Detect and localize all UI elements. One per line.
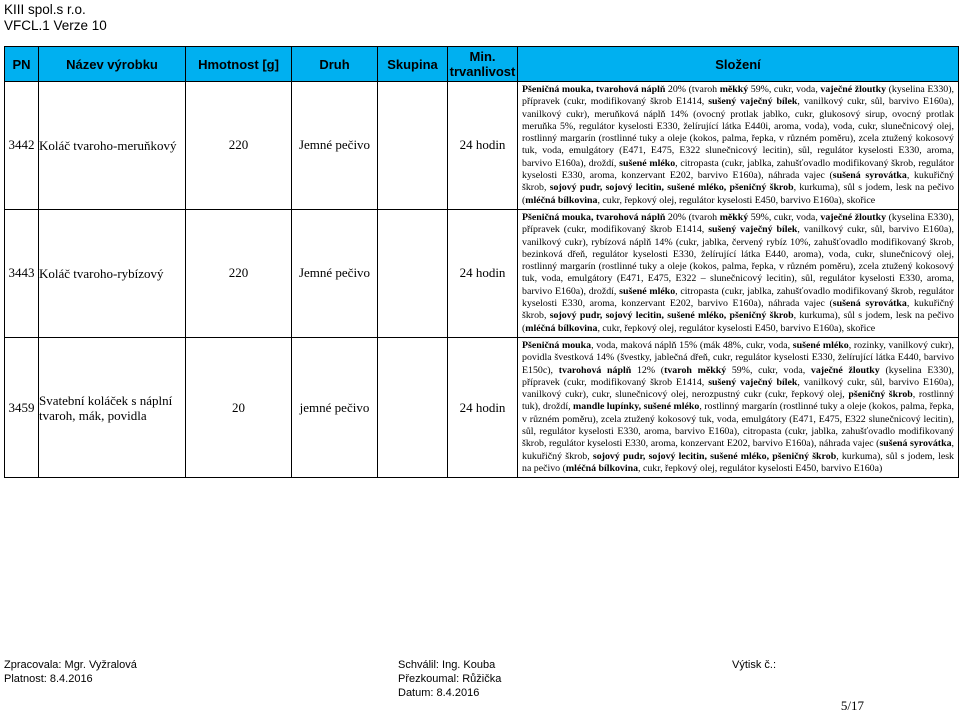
composition-text: , kukuřičný škrob,	[522, 170, 954, 194]
cell-weight: 220	[186, 209, 292, 337]
composition-allergen: sojový pudr, sojový lecitin, sušené mléko, pšeničný škrob	[549, 310, 794, 322]
cell-type: Jemné pečivo	[292, 209, 378, 337]
composition-allergen: tvarohová náplň	[558, 364, 632, 376]
composition-text: 20% (tvaroh	[665, 84, 720, 95]
composition-text: , citropasta (cukr, jablka, zahušťovadlo modifikovaný škrob, regulátor kyselosti E330, aroma, konzervant E202, barvivo E160a), náhrada vajec (	[522, 285, 954, 310]
composition-text: , cukr, řepkový olej, regulátor kyselosti E450, barvivo E160a), skořice	[597, 322, 876, 334]
col-header-type: Druh	[292, 47, 378, 82]
composition-text: , kurkuma), sůl s jodem, lesk na pečivo (	[522, 450, 954, 474]
col-header-name: Název výrobku	[39, 47, 186, 82]
composition-allergen: Pšeničná mouka, tvarohová náplň	[522, 84, 666, 95]
valid-from: Platnost: 8.4.2016	[4, 673, 93, 685]
copy-number: Výtisk č.:	[732, 659, 777, 671]
cell-pn: 3443	[5, 209, 39, 337]
footer-right	[732, 658, 776, 672]
composition-allergen: sušený vaječný bílek	[708, 96, 798, 108]
footer-left	[4, 658, 137, 686]
cell-group	[378, 337, 448, 477]
composition-allergen: měkký	[719, 84, 749, 95]
approved-by: Schválil: Ing. Kouba	[398, 659, 496, 671]
composition-allergen: sušené mléko	[619, 285, 676, 297]
col-header-weight: Hmotnost [g]	[186, 47, 292, 82]
composition-text: 20% (tvaroh	[665, 211, 720, 223]
composition-text: , kukuřičný škrob,	[522, 298, 954, 322]
reviewed-by: Přezkoumal: Růžička	[398, 673, 502, 685]
table-row	[5, 82, 959, 210]
composition-allergen: sušená syrovátka	[832, 298, 907, 310]
composition-allergen: mléčná bílkovina	[565, 462, 639, 474]
composition-text: , rostlinný tuk), droždí,	[522, 389, 954, 413]
composition-text: , cukr, řepkový olej, regulátor kyselosti E450, barvivo E160a), skořice	[597, 194, 876, 206]
composition-text: 12% (	[631, 364, 665, 376]
footer-center	[398, 658, 501, 700]
table-row	[5, 337, 959, 477]
composition-text: , vanilkový cukr, sůl, barvivo E160a), vanilkový cukr), meruňková náplň 14% (ovocný protlak jablko, cukr, glukosový sirup, ovocný protlak meruňka 5%, regulátor kyselosti E330, želírující látka E440i, aroma, voda), voda, cukr, slunečnicový olej, rostlinný margarín (rostlinné tuky a oleje (kokos, palma, řepka, v různém poměru), zcela ztužený kokosový tuk, voda, emulgátory (E471, E475, E322 slunečnicový lecitin), sůl, regulátor kyselosti E330, aroma, barvivo E160a), droždí,	[522, 96, 954, 169]
cell-composition	[518, 337, 959, 477]
composition-allergen: sojový pudr, sojový lecitin, sušené mléko, pšeničný škrob	[592, 450, 837, 462]
table-header-row	[5, 47, 959, 82]
composition-text: , citropasta (cukr, jablka, zahušťovadlo modifikovaný škrob, regulátor kyselosti E330, aroma, konzervant E202, barvivo E160a), náhrada vajec (	[522, 157, 954, 182]
cell-group	[378, 82, 448, 210]
composition-allergen: sušený vaječný bílek	[708, 224, 798, 236]
composition-text: (kyselina E330), přípravek (cukr, modifikovaný škrob E1414,	[522, 84, 954, 108]
table-row	[5, 209, 959, 337]
cell-type: jemné pečivo	[292, 337, 378, 477]
composition-text: , rostlinný margarín (rostlinné tuky a oleje (kokos, palma, řepka, v různém poměru), zcela ztužený kokosový tuk, voda, emulgátory (E471, E475, E322 slunečnicový lecitin), sůl, regulátor kyselosti E330, aroma, barvivo E160a), citropasta (cukr, jablka, zahušťovadlo modifikovaný škrob, regulátor kyselosti E330, aroma, konzervant E202, barvivo E160a), náhrada vajec (	[522, 401, 955, 450]
composition-text: (kyselina E330), přípravek (cukr, modifikovaný škrob E1414,	[522, 364, 954, 388]
composition-allergen: mléčná bílkovina	[525, 322, 598, 334]
document-version: VFCL.1 Verze 10	[4, 18, 107, 33]
cell-name: Koláč tvaroho-meruňkový	[39, 82, 186, 210]
composition-text: , kurkuma), sůl s jodem, lesk na pečivo (	[522, 182, 954, 206]
composition-text: (kyselina E330), přípravek (cukr, modifikovaný škrob E1414,	[522, 211, 954, 236]
composition-allergen: sušená syrovátka	[832, 170, 907, 182]
cell-type: Jemné pečivo	[292, 82, 378, 210]
cell-composition	[518, 209, 959, 337]
cell-composition	[518, 82, 959, 210]
cell-name: Koláč tvaroho-rybízový	[39, 209, 186, 337]
composition-text: , vanilkový cukr, sůl, barvivo E160a), vanilkový cukr), rybízová náplň 14% (cukr, jablka, červený rybíz 10%, zahušťovadlo modifikovaný škrob, bezinková dřeň, regulátor kyselosti E330, želírující látka E440, aroma), voda, cukr, slunečnicový olej, rostlinný margarín (rostlinné tuky a oleje (kokos, palma, řepka, v různém poměru), zcela ztužený kokosový tuk, voda, emulgátory (E471, E475, E322 – slunečnicový lecitin), sůl, regulátor kyselosti E330, aroma, barvivo E160a), droždí,	[522, 224, 954, 297]
composition-allergen: sušené mléko	[619, 157, 676, 169]
composition-text: , cukr, řepkový olej, regulátor kyselosti E450, barvivo E160a)	[638, 462, 883, 474]
company-name: KIII spol.s r.o.	[4, 2, 86, 17]
composition-text: 59%, cukr, voda,	[748, 84, 821, 95]
composition-allergen: sušené mléko	[792, 339, 849, 351]
composition-text: , voda, maková náplň 15% (mák 48%, cukr, voda,	[591, 339, 793, 351]
cell-group	[378, 209, 448, 337]
col-header-group: Skupina	[378, 47, 448, 82]
composition-allergen: pšeničný škrob	[848, 389, 913, 401]
cell-pn: 3459	[5, 337, 39, 477]
cell-pn: 3442	[5, 82, 39, 210]
composition-allergen: vaječné žloutky	[820, 211, 887, 223]
composition-allergen: mandle lupínky, sušené mléko	[573, 401, 700, 413]
cell-shelf-life: 24 hodin	[448, 209, 518, 337]
page-number: 5/17	[840, 698, 864, 713]
composition-text: , vanilkový cukr, sůl, barvivo E160a), vanilkový cukr), cukr, slunečnicový olej, nerozpustný cukr (cukr, řepkový olej,	[522, 376, 954, 401]
composition-text: 59%, cukr, voda,	[726, 364, 811, 376]
composition-allergen: vaječné žloutky	[820, 84, 887, 95]
col-header-pn: PN	[5, 47, 39, 82]
composition-text: , rozinky, vanilkový cukr), povidla švestková 14% (švestky, jablečná dřeň, cukr, regulátor kyselosti E330, želírující látka E440, barvivo E150c),	[522, 339, 954, 376]
composition-text: , kukuřičný škrob,	[522, 438, 954, 462]
composition-allergen: sušená syrovátka	[879, 438, 952, 450]
composition-allergen: Pšeničná mouka, tvarohová náplň	[522, 211, 666, 223]
composition-allergen: Pšeničná mouka	[522, 339, 592, 351]
prepared-by: Zpracovala: Mgr. Vyžralová	[4, 659, 137, 671]
document-date: Datum: 8.4.2016	[398, 687, 480, 699]
composition-text: 59%, cukr, voda,	[748, 211, 821, 223]
cell-name: Svatební koláček s náplní tvaroh, mák, povidla	[39, 337, 186, 477]
composition-allergen: sojový pudr, sojový lecitin, sušené mléko, pšeničný škrob	[549, 182, 794, 194]
composition-allergen: měkký	[719, 211, 749, 223]
document-header	[4, 2, 107, 34]
composition-allergen: mléčná bílkovina	[525, 194, 598, 206]
col-header-composition: Složení	[518, 47, 959, 82]
col-header-shelf-life: Min. trvanlivost	[448, 47, 518, 82]
composition-allergen: vaječné žloutky	[810, 364, 880, 376]
cell-shelf-life: 24 hodin	[448, 337, 518, 477]
composition-text: , kurkuma), sůl s jodem, lesk na pečivo (	[522, 310, 954, 334]
composition-allergen: sušený vaječný bílek	[708, 376, 798, 388]
composition-allergen: tvaroh měkký	[664, 364, 727, 376]
cell-weight: 220	[186, 82, 292, 210]
product-table	[4, 46, 959, 478]
cell-weight: 20	[186, 337, 292, 477]
cell-shelf-life: 24 hodin	[448, 82, 518, 210]
